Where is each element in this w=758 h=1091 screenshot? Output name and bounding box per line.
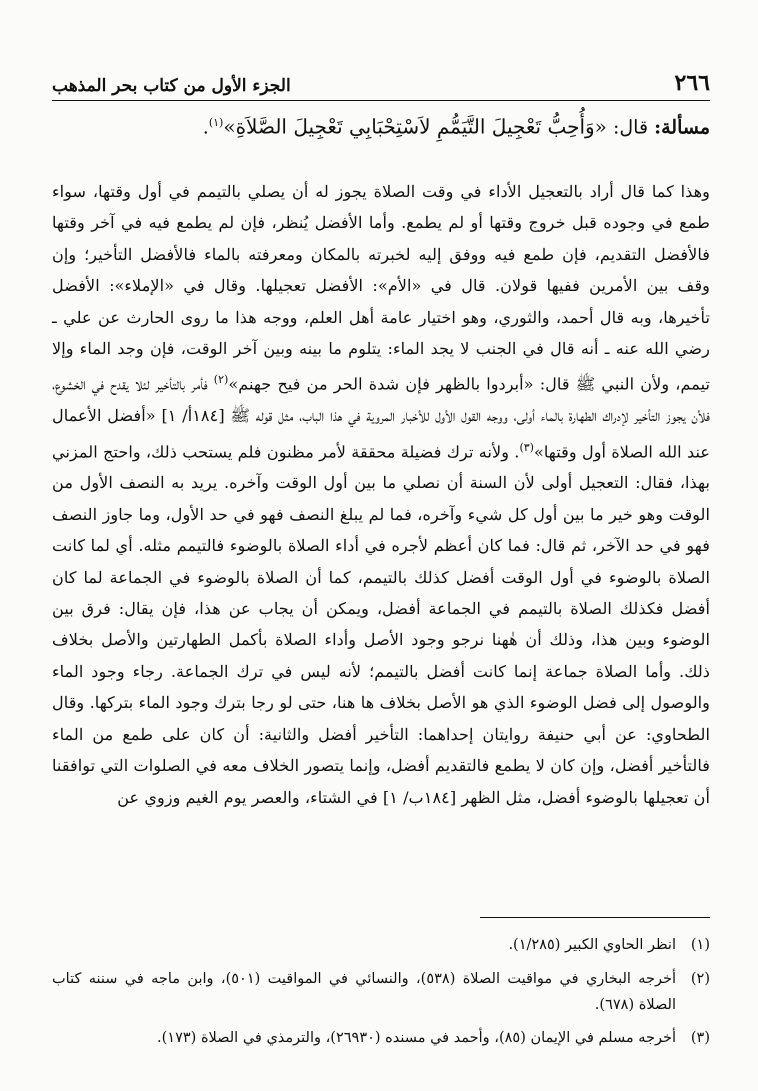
footnote-2	[52, 966, 710, 1018]
masala-heading	[52, 107, 710, 143]
footnote-ref-1: (١)	[208, 116, 224, 129]
footnote-ref-3: (٣)	[519, 440, 534, 454]
text-part-1: وهذا كما قال أراد بالتعجيل الأداء في وقت الصلاة يجوز له أن يصلي بالتيمم في أول وقتها، سواء طمع في وجوده قبل خروج وقتها أو لم يطمع. وأما الأفضل يُنظر، فإن لم يطمع فيه في آخر وقتها فالأفضل التقديم، فإن طمع فيه ووفق إليه لخبرته بالمكان ومعرفته بالماء فالأفضل التأخير؛ وإن وقف بين الأمرين ففيها قولان. قال في «الأم»: الأفضل تعجيلها. وقال في «الإملاء»: الأفضل تأخيرها، وبه قال أحمد، والثوري، وهو اختيار عامة أهل العلم، ووجه هذا ما روى الحارث عن علي ـ رضي الله عنه ـ أنه قال في الجنب لا يجد الماء: يتلوم ما بينه وبين آخر الوقت، فإن وجد الماء وإلا تيمم، ولأن النبي ﷺ قال: «أبردوا بالظهر فإن شدة الحر من فيح جهنم»	[52, 182, 710, 394]
footnote-number: (٢)	[690, 971, 710, 987]
main-text	[52, 176, 710, 813]
footnote-text: انظر الحاوي الكبير (١/٢٨٥).	[508, 937, 676, 953]
main-paragraph	[52, 176, 710, 813]
footnote-number: (١)	[690, 937, 710, 953]
footnote-separator	[480, 917, 710, 918]
page-number: ٢٦٦	[674, 70, 710, 96]
masala-end: .	[202, 116, 209, 139]
masala-quote: «وَأُحِبُّ تَعْجِيلَ التَّيَمُّمِ لاَسْتِحْبَابِي تَعْجِيلَ الصَّلاَةِ»	[223, 114, 607, 139]
footnote-number: (٣)	[690, 1030, 710, 1046]
footnote-text: أخرجه البخاري في مواقيت الصلاة (٥٣٨)، والنسائي في المواقيت (٥٠١)، وابن ماجه في سننه كتاب الصلاة (٦٧٨).	[52, 971, 676, 1013]
text-part-2: فأمر بالتأخير لئلا يقدح في الخشوع، فلأن يجوز التأخير لإدراك الطهارة بالماء أولى، ووجه القول الأول للأخبار المروية في هذا الباب، مثل قوله ﷺ [١٨٤أ/ ١] «أفضل الأعمال عند الله الصلاة أول وقتها»	[52, 374, 711, 462]
footnote-ref-2: (٢)	[213, 373, 229, 387]
footnote-text: أخرجه مسلم في الإيمان (٨٥)، وأحمد في مسنده (٢٦٩٣٠)، والترمذي في الصلاة (١٧٣).	[157, 1030, 676, 1046]
masala-said: قال:	[612, 116, 649, 139]
running-title: الجزء الأول من كتاب بحر المذهب	[52, 76, 291, 96]
page-header	[52, 60, 710, 101]
footnote-3	[52, 1025, 710, 1051]
masala-label: مسألة:	[654, 116, 710, 139]
footnote-1	[52, 932, 710, 958]
text-part-3: . ولأنه ترك فضيلة محققة لأمر مظنون فلم يستحب ذلك، واحتج المزني بهذا، فقال: التعجيل أولى لأن السنة أن نصلي ما بين أول الوقت وآخره. يريد به النصف الأول من الوقت وهو خير ما بين أول كل شيء وآخره، فما لم يبلغ النصف فهو في حد الأول، وما جاوز النصف فهو في حد الآخر، ثم قال: فما كان أعظم لأجره في أداء الصلاة بالوضوء فالتيمم مثله. أي لما كانت الصلاة بالوضوء في أول الوقت أفضل كذلك بالتيمم، كما أن الصلاة بالوضوء في الجماعة لما كان أفضل فكذلك الصلاة بالتيمم في الجماعة أفضل، ويمكن أن يجاب عن هذا، فإن يقال: فرق بين الوضوء وبين هذا، وذلك أن هٰهنا نرجو وجود الأصل وأداء الصلاة بأكمل الطهارتين والأصل بخلاف ذلك. وأما الصلاة جماعة إنما كانت أفضل بالتيمم؛ لأنه ليس في ترك الجماعة. رجاء وجود الماء والوصول إلى فضل الوضوء الذي هو الأصل بخلاف ها هنا، حتى لو رجا بترك وجود الماء بتركها. وقال الطحاوي: عن أبي حنيفة روايتان إحداهما: التأخير أفضل والثانية: أن كان على طمع من الماء فالتأخير أفضل، وإن كان لا يطمع فالتقديم أفضل، وإنما يتصور الخلاف معه في الصلوات التي توافقنا أن تعجيلها بالوضوء أفضل، مثل الظهر [١٨٤ب/ ١] في الشتاء، والعصر يوم الغيم وزوي عن	[52, 442, 710, 807]
